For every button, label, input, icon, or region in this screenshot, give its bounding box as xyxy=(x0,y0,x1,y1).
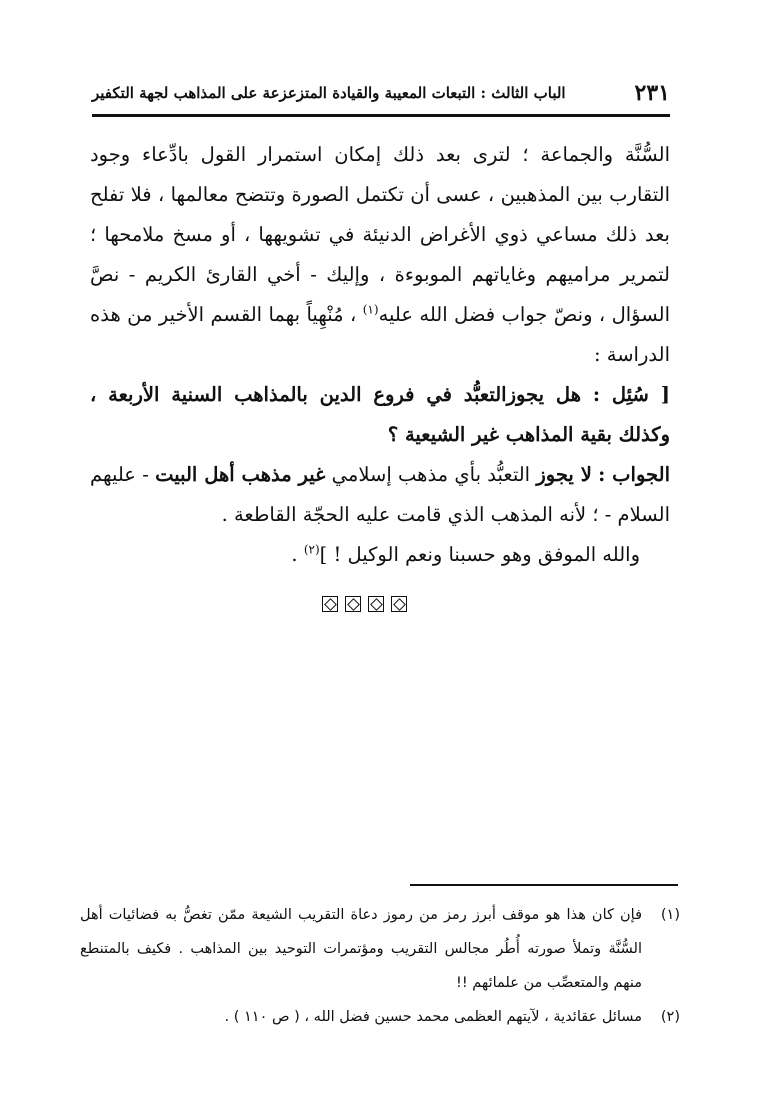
question-paragraph: [ سُئِل : هل يجوزالتعبُّد في فروع الدين بالمذاهب السنية الأربعة ، وكذلك بقية المذاهب غير الشيعية ؟ xyxy=(90,383,670,446)
footnote-text: مسائل عقائدية ، لآيتهم العظمى محمد حسين فضل الله ، ( ص ١١٠ ) . xyxy=(224,1009,642,1025)
chapter-title: الباب الثالث : التبعات المعيبة والقيادة المتزعزعة على المذاهب لجهة التكفير xyxy=(92,84,566,102)
page-number: ٢٣١ xyxy=(634,80,670,106)
footnote-item xyxy=(80,1000,680,1034)
footnotes xyxy=(80,898,680,1034)
running-header xyxy=(92,76,670,110)
answer-paragraph: الجواب : لا يجوز التعبُّد بأي مذهب إسلامي غير مذهب أهل البيت - عليهم السلام - ؛ لأنه المذهب الذي قامت عليه الحجّة القاطعة . xyxy=(90,463,670,526)
ornament-icon xyxy=(391,596,407,612)
footnote-ref-1[interactable]: (١) xyxy=(362,302,379,317)
section-ornaments xyxy=(322,596,407,612)
main-text xyxy=(90,135,670,575)
footnote-rule xyxy=(410,884,678,886)
footnote-item xyxy=(80,898,680,1000)
intro-paragraph: السُّنَّة والجماعة ؛ لترى بعد ذلك إمكان استمرار القول بادِّعاء وجود التقارب بين المذهبين ، عسى أن تكتمل الصورة وتتضح معالمها ، فلا تفلح بعد ذلك مساعي ذوي الأغراض الدنيئة في تشويهها ، أو مسخ ملامحها ؛ لتمرير مراميهم وغاياتهم الموبوءة ، وإليك - أخي القارئ الكريم - نصَّ السؤال ، ونصّ جواب فضل الله عليه$^{(١)}$ ، مُنْهِياً بهما القسم الأخير من هذه الدراسة : xyxy=(90,143,671,366)
ornament-icon xyxy=(368,596,384,612)
closing-line: والله الموفق وهو حسبنا ونعم الوكيل ! ]$^{(٢)}$ . xyxy=(291,542,640,566)
footnote-ref-2[interactable]: (٢) xyxy=(303,542,320,557)
ornament-icon xyxy=(322,596,338,612)
footnote-text: فإن كان هذا هو موقف أبرز رمز من رموز دعاة التقريب الشيعة ممّن تغصُّ به فضائيات أهل السُّنَّة وتملأ صورته أُطُر مجالس التقريب ومؤتمرات التوحيد بين المذاهب . فكيف بالمتنطع منهم والمتعصِّب من علمائهم !! xyxy=(80,907,642,991)
footnote-number: (٢) xyxy=(660,1009,680,1025)
footnote-number: (١) xyxy=(660,907,680,923)
ornament-icon xyxy=(345,596,361,612)
header-rule xyxy=(92,114,670,117)
answer-label: الجواب : xyxy=(598,463,670,486)
